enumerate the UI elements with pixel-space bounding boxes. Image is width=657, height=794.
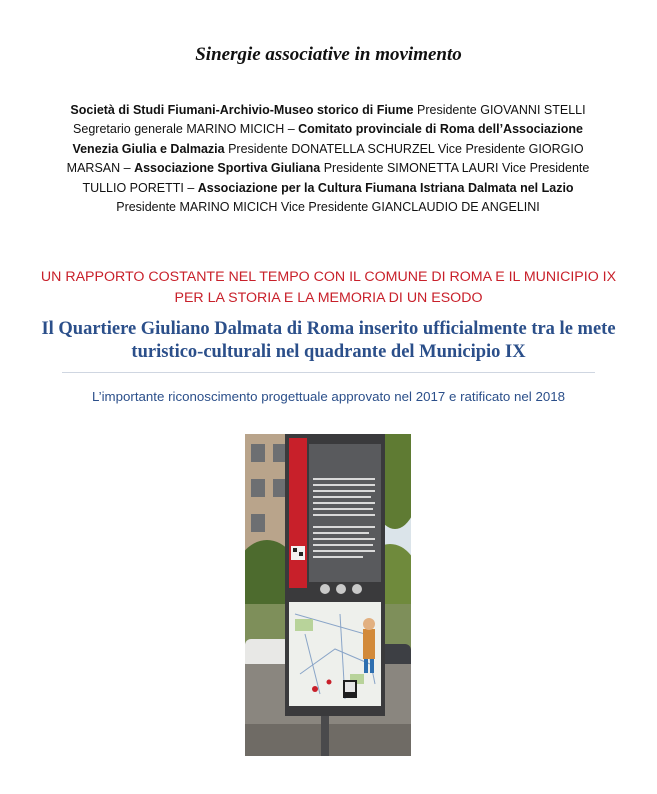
association-officers: Presidente SIMONETTA LAURI Vice Presidente TULLIO PORETTI – [82, 161, 590, 195]
association-name: Società di Studi Fiumani-Archivio-Museo storico di Fiume [70, 103, 414, 117]
article-headline: Il Quartiere Giuliano Dalmata di Roma inserito ufficialmente tra le mete turistico-culturali nel quadrante del Municipio IX [41, 319, 616, 362]
tourist-sign-photo [245, 434, 411, 756]
association-name: Associazione per la Cultura Fiumana Istriana Dalmata nel Lazio [197, 180, 574, 195]
association-officers: Presidente DONATELLA SCHURZEL Vice Presidente GIORGIO MARSAN – [66, 141, 584, 176]
association-name: Associazione Sportiva Giuliana [134, 161, 321, 176]
association-officers: Presidente MARINO MICICH Vice Presidente GIANCLAUDIO DE ANGELINI [116, 200, 540, 215]
association-name: Comitato provinciale di Roma dell’Associazione Venezia Giulia e Dalmazia [72, 122, 583, 156]
red-heading: UN RAPPORTO COSTANTE NEL TEMPO CON IL COMUNE DI ROMA E IL MUNICIPIO IX PER LA STORIA E LA MEMORIA DI UN ESODO [40, 269, 624, 306]
associations-paragraph [52, 101, 604, 217]
association-officers: Presidente GIOVANNI STELLI Segretario generale MARINO MICICH – [73, 103, 586, 137]
document-title: Sinergie associative in movimento [195, 44, 462, 65]
divider [62, 372, 595, 373]
article-subheading: L’importante riconoscimento progettuale approvato nel 2017 e ratificato nel 2018 [91, 389, 566, 404]
